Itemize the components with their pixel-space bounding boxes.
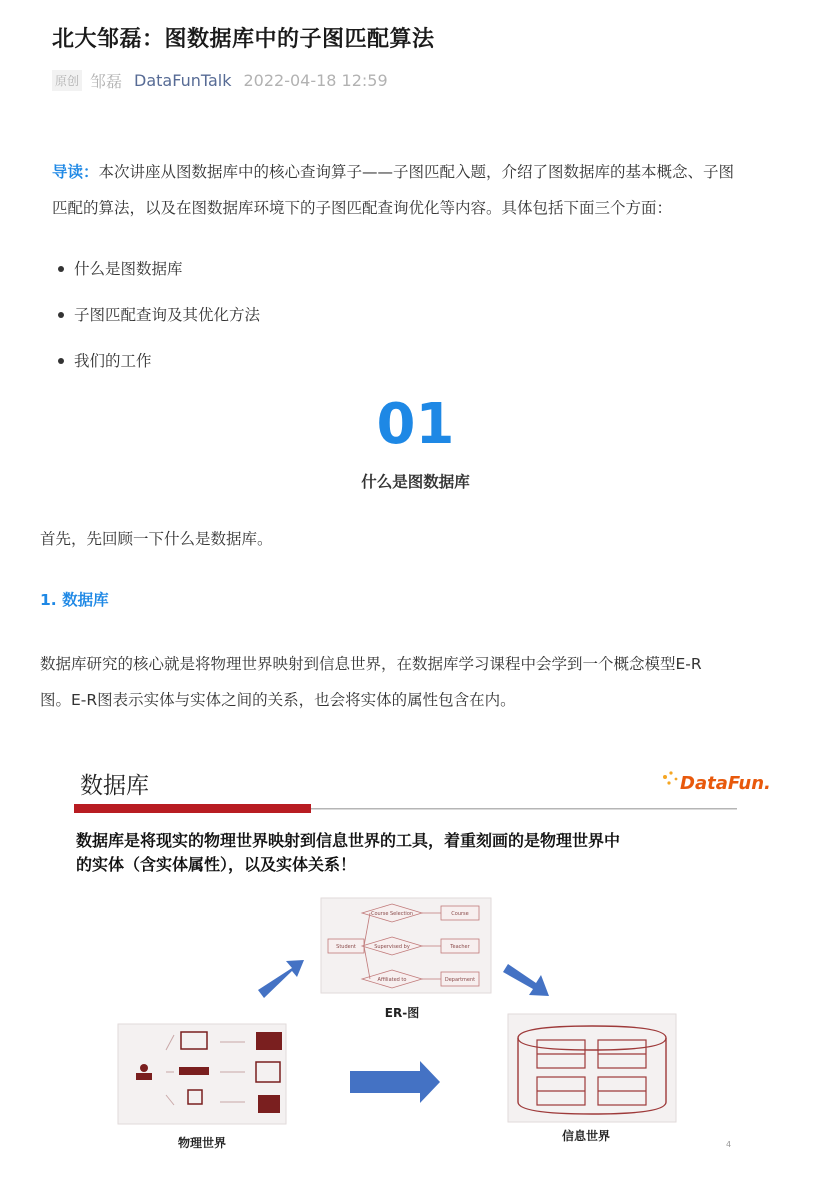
er-department: Department [444,977,476,983]
physical-world-panel [118,1024,286,1124]
sub-heading: 1. 数据库 [40,591,109,609]
slide-headline-2: 的实体（含实体属性），以及实体关系！ [76,855,357,874]
title-underline-grey [311,808,737,810]
er-affiliated: Affiliated to [377,977,407,983]
author-name: 邹磊 [90,71,123,91]
original-badge: 原创 [52,70,82,91]
er-course-selection: Course Selection [370,911,414,917]
intro-label: 导读： [52,163,99,181]
slide-page-number: 4 [726,1140,732,1149]
er-student: Student [336,944,356,950]
bullet-icon [58,266,64,272]
list-item: 子图匹配查询及其优化方法 [52,302,260,348]
intro-paragraph [52,154,812,226]
intro-line-1: 本次讲座从图数据库中的核心查询算子——子图匹配入题，介绍了图数据库的基本概念、子图 [98,163,735,181]
list-item: 什么是图数据库 [52,256,260,302]
body-paragraph-2: 数据库研究的核心就是将物理世界映射到信息世界，在数据库学习课程中会学到一个概念模型E-R 图。E-R图表示实体与实体之间的关系，也会将实体的属性包含在内。 [40,655,702,709]
bullet-icon [58,358,64,364]
article-meta [52,68,388,92]
body-paragraph-1: 首先，先回顾一下什么是数据库。 [40,530,273,548]
article-title: 北大邹磊：图数据库中的子图匹配算法 [52,27,435,52]
list-item: 我们的工作 [52,348,260,394]
title-underline-red [74,804,311,813]
er-teacher: Teacher [450,944,470,950]
logo-text: DataFun. [680,773,771,794]
datafun-logo [663,771,771,794]
database-cylinder [508,1014,676,1122]
slide-title: 数据库 [80,773,149,799]
physical-world-label: 物理世界 [177,1136,227,1150]
arrow-right-icon [350,1061,440,1103]
er-label: ER-图 [384,1006,420,1020]
slide-headline-1: 数据库是将现实的物理世界映射到信息世界的工具，着重刻画的是物理世界中 [76,831,621,850]
slide-image [40,750,790,1170]
arrow-up-right-icon [258,960,304,998]
er-course: Course [451,911,469,917]
account-link[interactable]: DataFunTalk [134,70,232,90]
er-supervised: Supervised by [374,944,410,950]
publish-date: 2022-04-18 12:59 [243,70,388,90]
intro-line-2: 匹配的算法，以及在图数据库环境下的子图匹配查询优化等内容。具体包括下面三个方面： [52,199,673,217]
topic-list [52,256,260,394]
section-number: 01 [376,392,455,457]
bullet-icon [58,312,64,318]
arrow-down-right-icon [503,964,549,996]
er-diagram [321,898,491,993]
info-world-label: 信息世界 [561,1129,611,1143]
section-title: 什么是图数据库 [361,473,470,491]
